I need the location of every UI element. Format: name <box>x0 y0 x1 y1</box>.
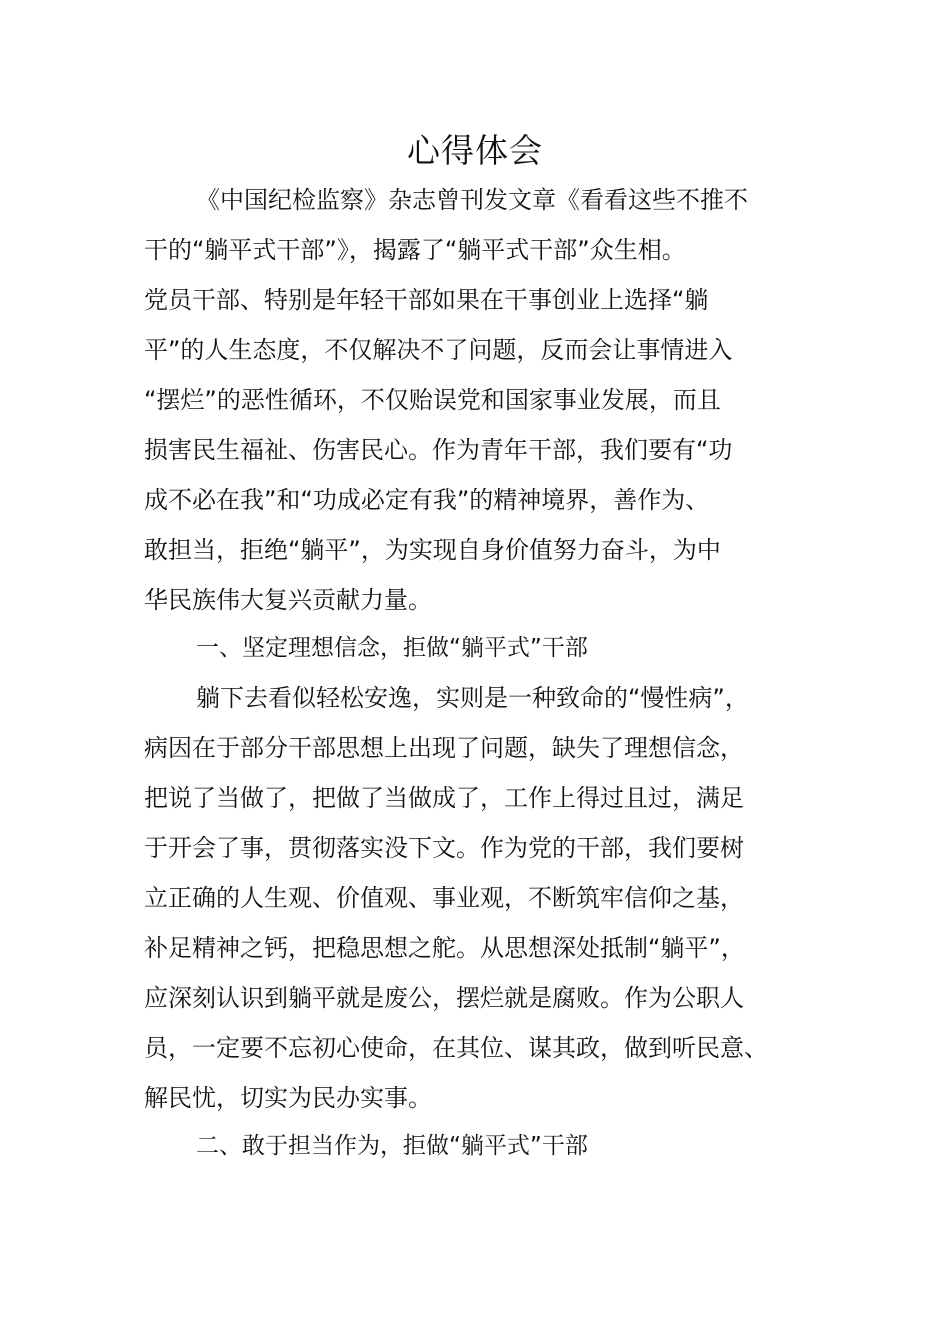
section1-line-6: 补足精神之钙，把稳思想之舵。从思想深处抵制“躺平”， <box>144 934 745 962</box>
section1-line-3: 把说了当做了，把做了当做成了，工作上得过且过，满足 <box>144 784 744 812</box>
intro-line-9: 华民族伟大复兴贡献力量。 <box>144 586 432 614</box>
intro-line-7: 成不必在我”和“功成必定有我”的精神境界，善作为、 <box>144 486 710 514</box>
page-title: 心得体会 <box>407 131 543 170</box>
section-heading-1: 一、坚定理想信念，拒做“躺平式”干部 <box>196 635 588 661</box>
section1-line-4: 于开会了事，贯彻落实没下文。作为党的干部，我们要树 <box>144 834 744 862</box>
section1-line-5: 立正确的人生观、价值观、事业观，不断筑牢信仰之基， <box>144 884 744 912</box>
section1-line-7: 应深刻认识到躺平就是废公，摆烂就是腐败。作为公职人 <box>144 984 744 1012</box>
section1-line-9: 解民忧，切实为民办实事。 <box>144 1084 432 1112</box>
intro-line-5: “摆烂”的恶性循环，不仅贻误党和国家事业发展，而且 <box>144 386 721 414</box>
intro-line-2: 干的“躺平式干部”》，揭露了“躺平式干部”众生相。 <box>144 236 686 264</box>
intro-line-8: 敢担当，拒绝“躺平”，为实现自身价值努力奋斗，为中 <box>144 536 721 564</box>
intro-line-3: 党员干部、特别是年轻干部如果在干事创业上选择“躺 <box>144 286 709 314</box>
section1-line-1: 躺下去看似轻松安逸，实则是一种致命的“慢性病”， <box>196 684 749 712</box>
intro-line-4: 平”的人生态度，不仅解决不了问题，反而会让事情进入 <box>144 336 733 364</box>
section1-line-8: 员，一定要不忘初心使命，在其位、谋其政，做到听民意、 <box>144 1034 768 1062</box>
intro-line-6: 损害民生福祉、伤害民心。作为青年干部，我们要有“功 <box>144 436 733 464</box>
section1-line-2: 病因在于部分干部思想上出现了问题，缺失了理想信念， <box>144 734 744 762</box>
intro-line-1: 《中国纪检监察》杂志曾刊发文章《看看这些不推不 <box>196 186 748 214</box>
section-heading-2: 二、敢于担当作为，拒做“躺平式”干部 <box>196 1133 588 1159</box>
